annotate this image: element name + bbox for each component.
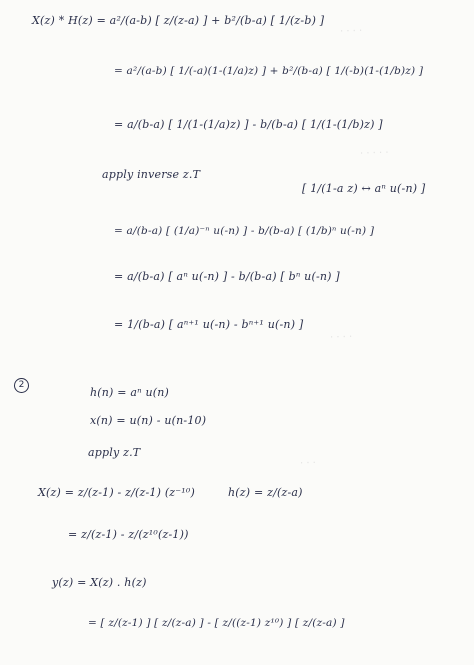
equation-line-1: X(z) * H(z) = a²/(a-b) [ z/(z-a) ] + b²/(b-a) [ 1/(z-b) ] [32, 14, 325, 27]
equation-x-n: x(n) = u(n) - u(n-10) [90, 414, 207, 427]
bleed-through-mark: · · · [299, 457, 317, 470]
equation-X-z: X(z) = z/(z-1) - z/(z-1) (z⁻¹⁰) [38, 486, 196, 499]
equation-y-z-expanded: = [ z/(z-1) ] [ z/(z-a) ] - [ z/((z-1) z¹⁰) ] [ z/(z-a) ] [88, 617, 345, 629]
transform-pair-box: [ 1/(1-a z) ↔ aⁿ u(-n) ] [302, 182, 426, 195]
problem-number: 2 [14, 378, 29, 393]
equation-X-z-simplified: = z/(z-1) - z/(z¹⁰(z-1)) [68, 528, 189, 541]
note-apply-inverse-zt: apply inverse z.T [102, 168, 201, 181]
equation-line-4: = a/(b-a) [ (1/a)⁻ⁿ u(-n) ] - b/(b-a) [ (1/b)ⁿ u(-n) ] [114, 225, 375, 237]
equation-y-z: y(z) = X(z) . h(z) [52, 576, 147, 589]
note-apply-zt: apply z.T [88, 446, 141, 459]
equation-h-n: h(n) = aⁿ u(n) [90, 386, 170, 399]
bleed-through-mark: · · · · [329, 331, 353, 344]
bleed-through-mark: · · · · [339, 25, 363, 38]
equation-h-z: h(z) = z/(z-a) [228, 486, 303, 499]
equation-line-3: = a/(b-a) [ 1/(1-(1/a)z) ] - b/(b-a) [ 1/(1-(1/b)z) ] [114, 118, 383, 131]
equation-line-6: = 1/(b-a) [ aⁿ⁺¹ u(-n) - bⁿ⁺¹ u(-n) ] [114, 318, 304, 331]
bleed-through-mark: · · · · · [359, 147, 389, 160]
equation-line-5: = a/(b-a) [ aⁿ u(-n) ] - b/(b-a) [ bⁿ u(-n) ] [114, 270, 340, 283]
equation-line-2: = a²/(a-b) [ 1/(-a)(1-(1/a)z) ] + b²/(b-a) [ 1/(-b)(1-(1/b)z) ] [114, 65, 424, 77]
